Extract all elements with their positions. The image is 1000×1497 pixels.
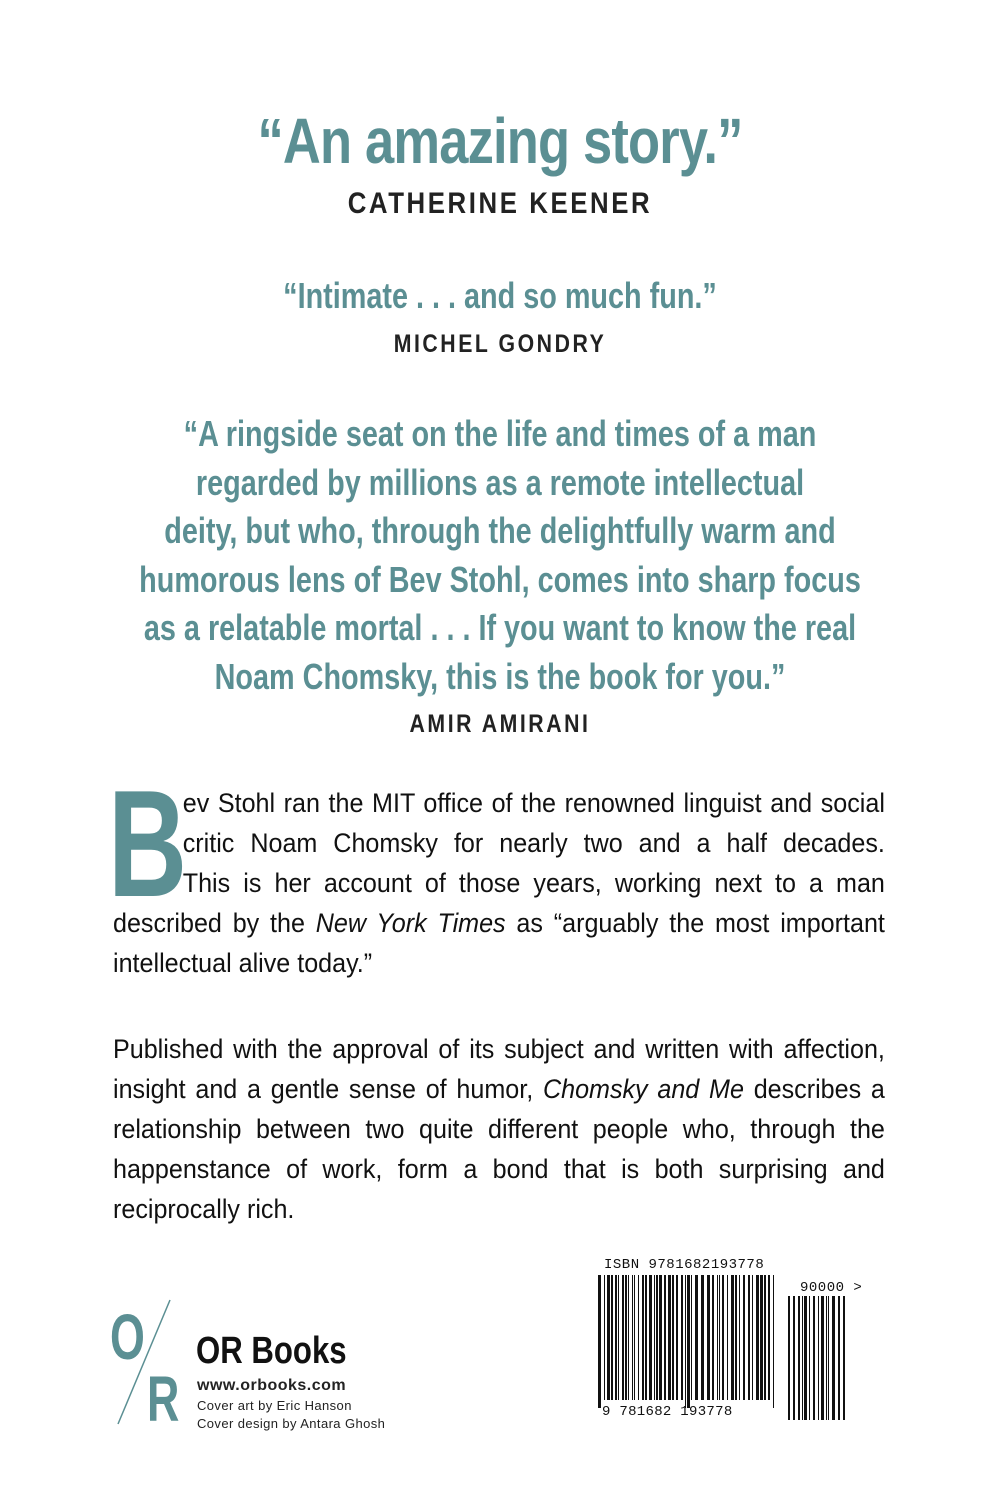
- isbn-label: ISBN 9781682193778: [604, 1257, 765, 1273]
- barcode-bar: [681, 1275, 683, 1400]
- barcode-bar: [687, 1275, 690, 1408]
- barcode-bar: [773, 1275, 774, 1408]
- barcode-bar: [638, 1275, 639, 1400]
- quote-3-line: deity, but who, through the delightfully warm and: [164, 510, 836, 551]
- barcode-bar: [748, 1275, 750, 1400]
- barcode-bar: [598, 1275, 601, 1408]
- barcode-bar: [685, 1275, 686, 1408]
- barcode-bar: [809, 1296, 810, 1420]
- quote-1: “An amazing story.”: [257, 105, 743, 177]
- barcode-bar: [735, 1275, 737, 1400]
- text-segment: as “arguably the most important: [505, 908, 885, 938]
- barcode-bar: [642, 1275, 644, 1400]
- text-line: This is her account of those years, working next to a man: [182, 868, 885, 898]
- barcode-bar: [752, 1275, 753, 1400]
- barcode-bar: [793, 1296, 795, 1420]
- barcode-bar: [712, 1275, 714, 1400]
- quote-3-line: “A ringside seat on the life and times of a man: [183, 413, 817, 454]
- barcode-bar: [618, 1275, 619, 1400]
- book-title: Chomsky and Me: [542, 1074, 744, 1104]
- barcode-bar: [719, 1275, 720, 1400]
- text-line: Published with the approval of its subject and written with affection,: [113, 1034, 885, 1064]
- drop-cap: B: [108, 759, 188, 929]
- barcode-bar: [625, 1275, 627, 1400]
- barcode-bar: [722, 1275, 724, 1400]
- barcode-bar: [604, 1275, 605, 1400]
- barcode-bar: [760, 1275, 763, 1400]
- quote-3-line: as a relatable mortal . . . If you want to know the real: [143, 607, 857, 648]
- quote-2: “Intimate . . . and so much fun.”: [283, 275, 717, 316]
- barcode-bar: [695, 1275, 698, 1400]
- barcode-bar: [691, 1275, 692, 1400]
- barcode-bar: [756, 1275, 759, 1400]
- barcode-bar: [668, 1275, 671, 1400]
- text-line: reciprocally rich.: [113, 1194, 295, 1224]
- barcode-bar: [622, 1275, 624, 1400]
- barcode-bar: [826, 1296, 827, 1420]
- barcode-bar: [813, 1296, 815, 1420]
- quote-3-line: humorous lens of Bev Stohl, comes into sharp focus: [139, 558, 861, 600]
- quote-3-line: regarded by millions as a remote intellectual: [195, 461, 805, 503]
- barcode-bar: [659, 1275, 662, 1400]
- barcode-bar: [764, 1275, 766, 1400]
- cover-design-credit: Cover design by Antara Ghosh: [197, 1416, 386, 1431]
- barcode-bar: [701, 1275, 704, 1400]
- barcode-bar: [843, 1296, 845, 1420]
- quote-3-line: Noam Chomsky, this is the book for you.”: [214, 655, 786, 697]
- barcode-bar: [664, 1275, 666, 1400]
- cover-art-credit: Cover art by Eric Hanson: [197, 1398, 352, 1413]
- barcode-bar: [676, 1275, 678, 1400]
- publisher-name: OR Books: [196, 1330, 347, 1372]
- barcode-bar: [611, 1275, 613, 1400]
- barcode-bar: [672, 1275, 674, 1400]
- barcode-bar: [656, 1275, 658, 1400]
- barcode-bar: [838, 1296, 840, 1420]
- barcode-bar: [707, 1275, 710, 1400]
- text-segment: insight and a gentle sense of humor,: [113, 1074, 543, 1104]
- barcode-bar: [828, 1296, 829, 1420]
- main-barcode: [598, 1275, 774, 1408]
- text-line: relationship between two quite different people who, through the: [113, 1114, 885, 1144]
- isbn-digits: 9 781682 193778: [602, 1404, 733, 1420]
- text-line: intellectual alive today.”: [113, 948, 373, 978]
- barcode-bar: [615, 1275, 617, 1400]
- barcode-bar: [649, 1275, 652, 1400]
- publisher-url: www.orbooks.com: [197, 1377, 347, 1394]
- barcode-bar: [645, 1275, 647, 1400]
- barcode-bar: [634, 1275, 635, 1400]
- barcode-bar: [717, 1275, 718, 1400]
- barcode-bar: [832, 1296, 835, 1420]
- newspaper-title: New York Times: [315, 908, 506, 938]
- publisher-logo-o: O: [110, 1301, 145, 1373]
- quote-3-author: AMIR AMIRANI: [409, 710, 591, 738]
- barcode-bar: [768, 1275, 770, 1400]
- barcode-bar: [804, 1296, 807, 1420]
- barcode-bar: [739, 1275, 740, 1400]
- barcode-bar: [731, 1275, 734, 1400]
- quote-1-author: CATHERINE KEENER: [347, 187, 653, 220]
- text-segment: described by the: [113, 908, 316, 938]
- barcode-bar: [607, 1275, 610, 1400]
- text-line: happenstance of work, form a bond that is both surprising and: [113, 1154, 885, 1184]
- addon-barcode: [788, 1296, 845, 1420]
- price-code: 90000 >: [800, 1280, 863, 1296]
- text-line: critic Noam Chomsky for nearly two and a half decades.: [182, 828, 885, 858]
- quote-2-author: MICHEL GONDRY: [393, 330, 607, 358]
- barcode-bar: [818, 1296, 819, 1420]
- barcode-bar: [821, 1296, 824, 1420]
- barcode-bar: [628, 1275, 629, 1400]
- text-line: ev Stohl ran the MIT office of the renowned linguist and social: [182, 788, 885, 818]
- barcode-bar: [798, 1296, 800, 1420]
- barcode-bar: [632, 1275, 633, 1400]
- barcode-bar: [743, 1275, 745, 1400]
- text-segment: describes a: [743, 1074, 885, 1104]
- barcode-bar: [654, 1275, 655, 1400]
- barcode-bar: [788, 1296, 790, 1420]
- barcode-bar: [802, 1296, 803, 1420]
- barcode-bar: [727, 1275, 728, 1400]
- publisher-logo-r: R: [147, 1363, 180, 1435]
